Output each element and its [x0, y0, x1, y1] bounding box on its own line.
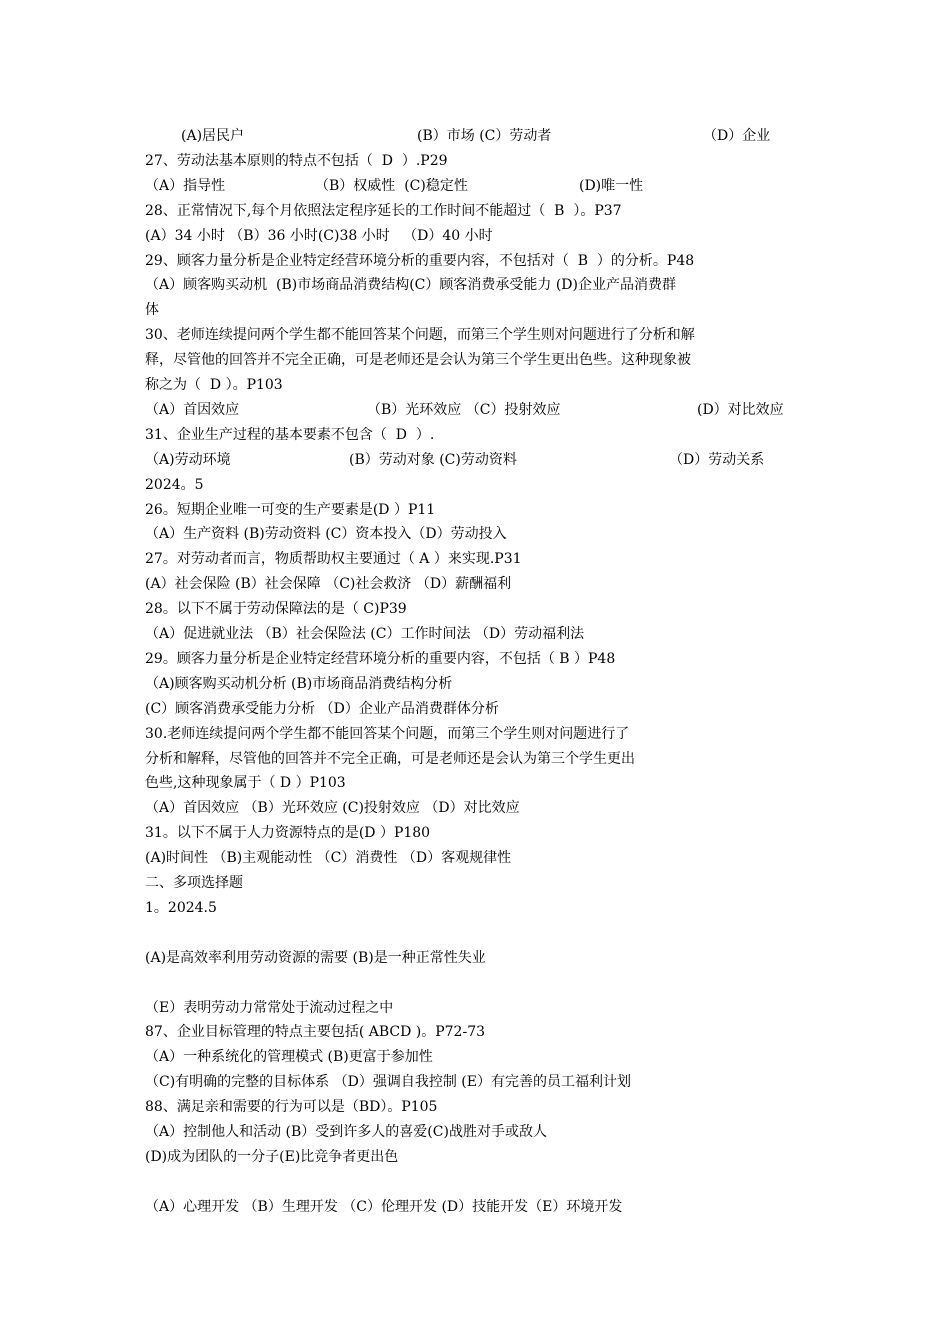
question-line: 28、正常情况下,每个月依照法定程序延长的工作时间不能超过（ B ）。P37: [145, 202, 622, 219]
question-line-highlighted: [145, 921, 815, 946]
line-options-b: [145, 174, 815, 199]
options-line-continued: 体: [145, 302, 159, 319]
option-b-c: (B）市场 (C）劳动者: [417, 128, 552, 144]
options-line: (D)成为团队的一分子(E)比竞争者更出色: [145, 1148, 399, 1165]
line-options-a: [145, 124, 815, 149]
options-line: (A）社会保险 (B）社会保障 （C)社会救济 （D）薪酬福利: [145, 576, 512, 593]
question-line-continued: 分析和解释，尽管他的回答并不完全正确，可是老师还是会认为第三个学生更出: [145, 750, 635, 767]
options-line: (C）顾客消费承受能力分析 （D）企业产品消费群体分析: [145, 700, 499, 717]
option-d: (D）对比效应: [697, 401, 784, 418]
options-line-highlighted: [145, 971, 815, 996]
section-heading: 二、多项选择题: [145, 875, 243, 891]
question-line: 87、企业目标管理的特点主要包括( ABCD )。P72-73: [145, 1024, 486, 1041]
options-line: （A）首因效应 （B）光环效应 (C)投射效应 （D）对比效应: [145, 800, 520, 817]
question-line-continued: 称之为（ D ）。P103: [145, 377, 283, 393]
question-line: 28。以下不属于劳动保障法的是（ C)P39: [145, 601, 407, 618]
options-line: （E）表明劳动力常常处于流动过程之中: [145, 999, 394, 1016]
option-b-c: (B）劳动对象 (C)劳动资料: [349, 451, 517, 468]
section-date: 1。2024.5: [145, 899, 217, 916]
options-line: (A)是高效率利用劳动资源的需要 (B)是一种正常性失业: [145, 949, 486, 966]
options-line: （A）生产资料 (B)劳动资料 (C）资本投入（D）劳动投入: [145, 526, 507, 543]
options-line: （A）促进就业法 （B）社会保险法 (C）工作时间法 （D）劳动福利法: [145, 626, 585, 642]
options-line: (A)时间性 （B)主观能动性 （C）消费性 （D）客观规律性: [145, 850, 512, 867]
option-a: （A)劳动环境: [145, 451, 231, 468]
option-d: （D）劳动关系: [669, 451, 765, 468]
question-line: 27。对劳动者而言，物质帮助权主要通过（ A ）来实现.P31: [145, 551, 522, 568]
options-line: （A)顾客购买动机分析 (B)市场商品消费结构分析: [145, 675, 453, 692]
question-line: 88、满足亲和需要的行为可以是（BD）。P105: [145, 1099, 438, 1116]
options-line: （A）控制他人和活动 (B）受到许多人的喜爱(C)战胜对手或敌人: [145, 1124, 547, 1140]
question-line-continued: 释，尽管他的回答并不完全正确，可是老师还是会认为第三个学生更出色些。这种现象被: [145, 352, 691, 369]
option-b-c: （B）权威性 (C)稳定性: [315, 177, 468, 194]
options-line: （A）顾客购买动机 (B)市场商品消费结构(C）顾客消费承受能力 (D)企业产品消费群: [145, 277, 676, 294]
question-line-continued: 色些,这种现象属于（ D ）P103: [145, 775, 346, 792]
line-options-c: [145, 398, 815, 423]
options-line: (A）34 小时 （B）36 小时(C)38 小时 （D）40 小时: [145, 227, 493, 244]
question-line: 31、企业生产过程的基本要素不包含（ D ）.: [145, 426, 435, 443]
question-line: 31。以下不属于人力资源特点的是(D ）P180: [145, 825, 431, 842]
options-line: （C)有明确的完整的目标体系 （D）强调自我控制 (E）有完善的员工福利计划: [145, 1074, 631, 1091]
section-date: 2024。5: [145, 476, 204, 493]
option-b-c: （B）光环效应 （C）投射效应: [367, 401, 561, 418]
option-a: （A）指导性: [145, 177, 226, 194]
question-line: 26。短期企业唯一可变的生产要素是(D ）P11: [145, 501, 436, 518]
line-options-d: [145, 448, 815, 473]
option-d: （D）企业: [703, 128, 771, 144]
question-line-highlighted: [145, 1170, 815, 1195]
question-line: 27、劳动法基本原则的特点不包括（ D ）.P29: [145, 152, 448, 169]
question-line: 30.老师连续提问两个学生都不能回答某个问题，而第三个学生则对问题进行了: [145, 725, 630, 742]
option-a: (A)居民户: [181, 128, 245, 144]
question-line: 29、顾客力量分析是企业特定经营环境分析的重要内容，不包括对（ B ）的分析。P48: [145, 252, 695, 269]
options-line: （A）一种系统化的管理模式 (B)更富于参加性: [145, 1049, 433, 1066]
options-line: （A）心理开发 （B）生理开发 （C）伦理开发 (D）技能开发（E）环境开发: [145, 1198, 623, 1215]
option-d: (D)唯一性: [579, 177, 644, 194]
question-line: 30、老师连续提问两个学生都不能回答某个问题，而第三个学生则对问题进行了分析和解: [145, 327, 695, 344]
question-line: 29。顾客力量分析是企业特定经营环境分析的重要内容，不包括（ B ）P48: [145, 650, 616, 667]
option-a: （A）首因效应: [145, 401, 240, 418]
